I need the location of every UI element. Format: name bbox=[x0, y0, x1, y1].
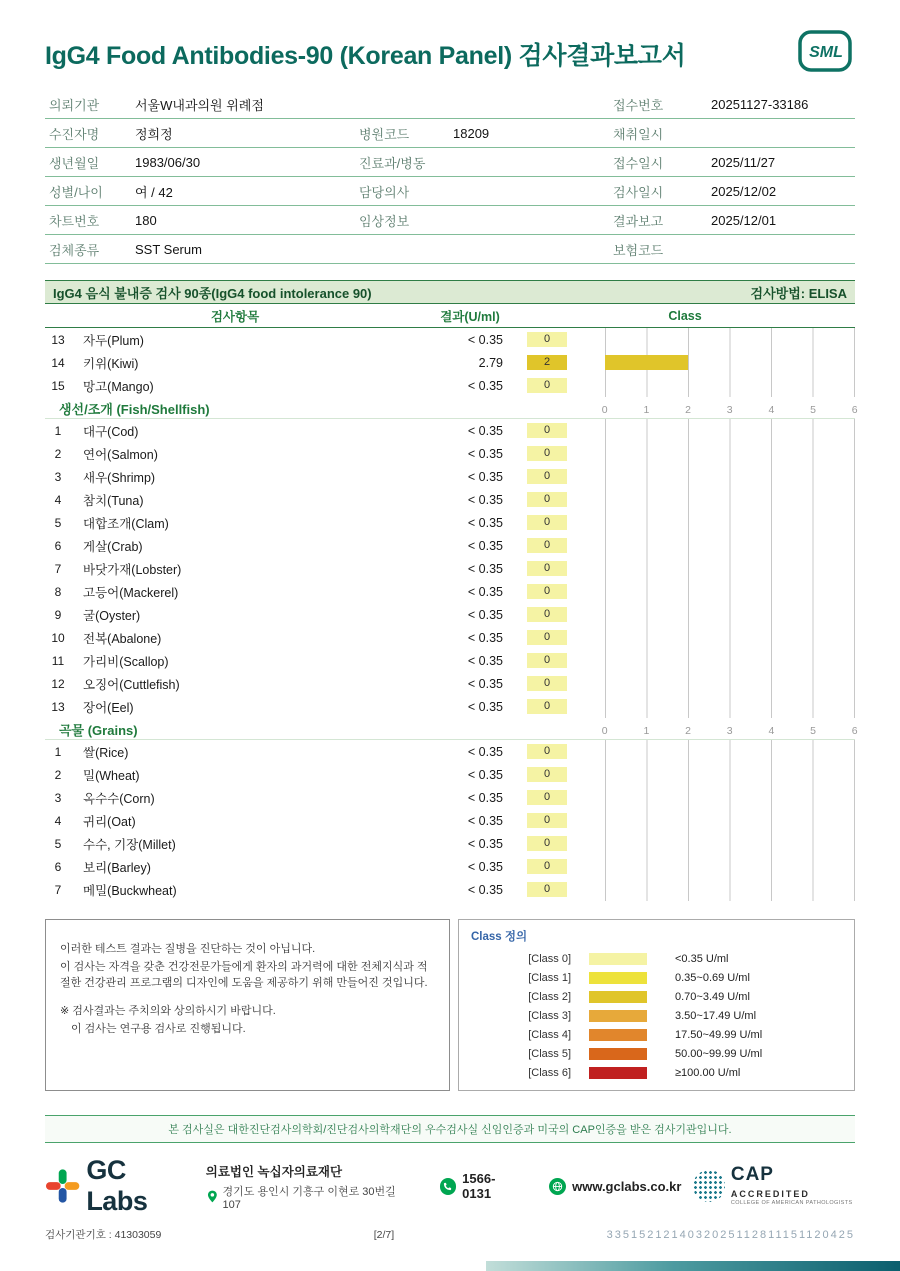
gc-labs-brand bbox=[45, 1155, 192, 1217]
class-badge-cell bbox=[507, 515, 587, 530]
test-method: 검사방법: ELISA bbox=[750, 285, 847, 301]
item-number: 2 bbox=[54, 446, 62, 461]
result-row bbox=[45, 557, 855, 580]
legend-color-swatch bbox=[589, 991, 647, 1003]
gc-cross-icon bbox=[45, 1168, 80, 1204]
patient-row bbox=[45, 177, 855, 206]
class-badge-cell bbox=[507, 332, 587, 347]
axis-tick: 0 bbox=[601, 404, 608, 416]
footer-bar bbox=[45, 1155, 855, 1217]
result-row bbox=[45, 534, 855, 557]
legend-class-label: [Class 6] bbox=[528, 1066, 571, 1079]
class-badge: 0 bbox=[527, 423, 567, 438]
location-pin-icon bbox=[206, 1190, 219, 1203]
item-number: 9 bbox=[54, 607, 62, 622]
item-number: 8 bbox=[54, 584, 62, 599]
field-value: 2025/12/01 bbox=[711, 212, 777, 228]
page-number: [2/7] bbox=[373, 1228, 395, 1241]
item-result: < 0.35 bbox=[467, 882, 503, 897]
class-bar-chart bbox=[605, 442, 855, 465]
class-bar-chart bbox=[605, 809, 855, 832]
class-badge-cell bbox=[507, 790, 587, 805]
class-badge: 0 bbox=[527, 492, 567, 507]
class-badge: 0 bbox=[527, 584, 567, 599]
legend-rows bbox=[471, 949, 842, 1082]
legend-row bbox=[471, 1006, 842, 1025]
class-bar-chart bbox=[605, 534, 855, 557]
result-row bbox=[45, 695, 855, 718]
class-bar-chart bbox=[605, 465, 855, 488]
legend-range-text: 0.35~0.69 U/ml bbox=[675, 971, 750, 984]
result-row bbox=[45, 786, 855, 809]
field-label: 차트번호 bbox=[49, 213, 100, 229]
field-label: 검체종류 bbox=[49, 242, 100, 258]
phone-block bbox=[440, 1171, 524, 1201]
legend-color-swatch bbox=[589, 972, 647, 984]
item-result: < 0.35 bbox=[467, 607, 503, 622]
class-badge: 0 bbox=[527, 790, 567, 805]
field-label: 접수번호 bbox=[613, 97, 664, 113]
item-result: < 0.35 bbox=[467, 790, 503, 805]
axis-tick: 2 bbox=[685, 725, 691, 737]
legend-class-label: [Class 3] bbox=[528, 1009, 571, 1022]
item-result: 2.79 bbox=[478, 355, 503, 370]
result-row bbox=[45, 351, 855, 374]
item-name: 쌀(Rice) bbox=[83, 745, 129, 760]
legend-class-label: [Class 5] bbox=[528, 1047, 571, 1060]
item-number: 1 bbox=[54, 744, 62, 759]
item-name: 대합조개(Clam) bbox=[83, 516, 169, 531]
class-badge-cell bbox=[507, 423, 587, 438]
field-value: SST Serum bbox=[135, 241, 202, 257]
class-badge-cell bbox=[507, 469, 587, 484]
field-label: 성별/나이 bbox=[49, 184, 103, 200]
result-row bbox=[45, 374, 855, 397]
page-title: IgG4 Food Antibodies-90 (Korean Panel) 검사결과보고서 bbox=[45, 42, 686, 70]
class-bar-chart bbox=[605, 488, 855, 511]
item-name: 게살(Crab) bbox=[83, 539, 143, 554]
result-row bbox=[45, 328, 855, 351]
info-boxes bbox=[45, 919, 855, 1091]
class-bar-chart bbox=[605, 351, 855, 374]
section-title: 생선/조개 (Fish/Shellfish) bbox=[59, 402, 210, 417]
class-badge: 0 bbox=[527, 859, 567, 874]
disclaimer-line: 이러한 테스트 결과는 질병을 진단하는 것이 아닙니다. bbox=[60, 943, 316, 955]
class-badge-cell bbox=[507, 744, 587, 759]
class-badge-cell bbox=[507, 492, 587, 507]
legend-range-text: 17.50~49.99 U/ml bbox=[675, 1028, 763, 1041]
item-number: 12 bbox=[51, 676, 65, 691]
field-label: 임상정보 bbox=[359, 213, 410, 229]
cap-caption: COLLEGE OF AMERICAN PATHOLOGISTS bbox=[730, 1200, 853, 1207]
class-badge: 0 bbox=[527, 767, 567, 782]
item-result: < 0.35 bbox=[467, 423, 503, 438]
item-result: < 0.35 bbox=[467, 744, 503, 759]
class-badge-cell bbox=[507, 538, 587, 553]
axis-tick: 1 bbox=[643, 404, 650, 416]
class-badge-cell bbox=[507, 446, 587, 461]
item-result: < 0.35 bbox=[467, 492, 503, 507]
item-name: 수수, 기장(Millet) bbox=[83, 837, 176, 852]
class-badge: 0 bbox=[527, 515, 567, 530]
bottom-accent-bar bbox=[486, 1261, 900, 1271]
class-badge: 0 bbox=[527, 561, 567, 576]
item-result: < 0.35 bbox=[467, 332, 503, 347]
item-number: 3 bbox=[54, 790, 62, 805]
class-badge-cell bbox=[507, 676, 587, 691]
item-name: 고등어(Mackerel) bbox=[83, 585, 179, 600]
class-bar-chart bbox=[605, 626, 855, 649]
class-bar-chart bbox=[605, 580, 855, 603]
class-badge: 0 bbox=[527, 653, 567, 668]
field-value: 2025/12/02 bbox=[711, 183, 777, 199]
serial-number: 3351521214032025112811151120425 bbox=[606, 1228, 855, 1241]
section-title: 곡물 (Grains) bbox=[59, 723, 138, 738]
lab-code: 검사기관기호 : 41303059 bbox=[45, 1229, 162, 1241]
class-bar-chart bbox=[605, 603, 855, 626]
gc-labs-wordmark: GC Labs bbox=[86, 1155, 148, 1216]
result-row bbox=[45, 649, 855, 672]
legend-row bbox=[471, 1044, 842, 1063]
result-row bbox=[45, 740, 855, 763]
axis-tick: 5 bbox=[810, 725, 816, 737]
class-badge-cell bbox=[507, 584, 587, 599]
class-bar-chart bbox=[605, 557, 855, 580]
legend-range-text: ≥100.00 U/ml bbox=[675, 1066, 741, 1079]
class-bar-chart bbox=[605, 511, 855, 534]
results-table-title: IgG4 음식 불내증 검사 90종(IgG4 food intolerance 90) bbox=[53, 285, 372, 301]
disclaimer-box bbox=[45, 919, 450, 1091]
item-result: < 0.35 bbox=[467, 515, 503, 530]
item-name: 키위(Kiwi) bbox=[83, 356, 139, 371]
website-url: www.gclabs.co.kr bbox=[572, 1178, 682, 1194]
column-header-item: 검사항목 bbox=[210, 309, 260, 324]
item-number: 1 bbox=[54, 423, 62, 438]
field-label: 진료과/병동 bbox=[359, 155, 426, 171]
class-bar-chart bbox=[605, 672, 855, 695]
class-bar-chart bbox=[605, 328, 855, 351]
disclaimer-line bbox=[60, 994, 435, 1002]
item-result: < 0.35 bbox=[467, 538, 503, 553]
field-value: 1983/06/30 bbox=[135, 154, 201, 170]
class-badge: 0 bbox=[527, 538, 567, 553]
item-result: < 0.35 bbox=[467, 813, 503, 828]
axis-tick: 4 bbox=[768, 404, 775, 416]
class-badge: 0 bbox=[527, 630, 567, 645]
class-bar-chart bbox=[605, 695, 855, 718]
results-section bbox=[45, 280, 858, 901]
class-badge-cell bbox=[507, 882, 587, 897]
item-name: 귀리(Oat) bbox=[83, 814, 136, 829]
class-bar-chart bbox=[605, 878, 855, 901]
item-name: 굴(Oyster) bbox=[83, 608, 141, 623]
item-name: 망고(Mango) bbox=[83, 379, 154, 394]
item-name: 참치(Tuna) bbox=[83, 493, 144, 508]
item-number: 13 bbox=[51, 332, 65, 347]
result-row bbox=[45, 878, 855, 901]
item-number: 6 bbox=[54, 859, 62, 874]
column-header-result: 결과(U/ml) bbox=[440, 309, 500, 324]
class-badge: 0 bbox=[527, 446, 567, 461]
column-header-class: Class bbox=[668, 308, 702, 323]
cap-title: CAP bbox=[730, 1163, 774, 1185]
patient-row bbox=[45, 206, 855, 235]
results-body bbox=[45, 328, 858, 901]
item-name: 자두(Plum) bbox=[83, 333, 144, 348]
patient-row bbox=[45, 90, 855, 119]
class-bar-chart bbox=[605, 740, 855, 763]
result-row bbox=[45, 580, 855, 603]
axis-tick: 2 bbox=[685, 404, 691, 416]
field-value: 여 / 42 bbox=[135, 184, 173, 200]
class-badge-cell bbox=[507, 378, 587, 393]
phone-icon bbox=[440, 1178, 457, 1195]
item-name: 밀(Wheat) bbox=[83, 768, 140, 783]
item-result: < 0.35 bbox=[467, 767, 503, 782]
class-badge: 0 bbox=[527, 744, 567, 759]
item-name: 전복(Abalone) bbox=[83, 631, 162, 646]
class-badge-cell bbox=[507, 355, 587, 370]
disclaimer-line: ※ 검사결과는 주치의와 상의하시기 바랍니다. bbox=[60, 1004, 276, 1017]
item-result: < 0.35 bbox=[467, 446, 503, 461]
axis-tick: 6 bbox=[851, 725, 858, 737]
result-row bbox=[45, 672, 855, 695]
class-bar-chart bbox=[605, 374, 855, 397]
item-name: 옥수수(Corn) bbox=[83, 791, 155, 806]
field-label: 의뢰기관 bbox=[49, 97, 100, 113]
class-bar-chart bbox=[605, 419, 855, 442]
class-badge-cell bbox=[507, 561, 587, 576]
item-number: 3 bbox=[54, 469, 62, 484]
item-number: 7 bbox=[54, 561, 62, 576]
axis-tick: 0 bbox=[601, 725, 608, 737]
item-result: < 0.35 bbox=[467, 653, 503, 668]
item-number: 11 bbox=[51, 653, 65, 668]
legend-range-text: 3.50~17.49 U/ml bbox=[675, 1009, 757, 1022]
org-name: 의료법인 녹십자의료재단 bbox=[205, 1164, 343, 1179]
item-number: 7 bbox=[54, 882, 62, 897]
cap-subtitle: ACCREDITED bbox=[730, 1188, 810, 1199]
item-name: 보리(Barley) bbox=[83, 860, 151, 875]
field-value: 180 bbox=[135, 212, 157, 228]
item-number: 4 bbox=[54, 492, 62, 507]
item-name: 바닷가재(Lobster) bbox=[83, 562, 182, 577]
result-row bbox=[45, 465, 855, 488]
result-row bbox=[45, 763, 855, 786]
class-legend-box bbox=[458, 919, 855, 1091]
footer-bottom-row bbox=[45, 1227, 855, 1242]
legend-row bbox=[471, 1063, 842, 1082]
item-result: < 0.35 bbox=[467, 676, 503, 691]
class-bar-chart bbox=[605, 786, 855, 809]
item-result: < 0.35 bbox=[467, 378, 503, 393]
field-value: 20251127-33186 bbox=[711, 96, 809, 112]
org-block bbox=[206, 1162, 414, 1211]
class-bar bbox=[605, 355, 688, 370]
item-number: 10 bbox=[51, 630, 65, 645]
results-title-bar bbox=[45, 280, 855, 304]
item-number: 2 bbox=[54, 767, 62, 782]
cap-texts bbox=[731, 1165, 855, 1208]
item-number: 14 bbox=[51, 355, 65, 370]
cap-circle-icon bbox=[693, 1170, 724, 1202]
class-badge-cell bbox=[507, 859, 587, 874]
item-name: 가리비(Scallop) bbox=[83, 654, 169, 669]
class-badge-cell bbox=[507, 767, 587, 782]
globe-icon bbox=[549, 1178, 566, 1195]
class-badge-cell bbox=[507, 836, 587, 851]
item-name: 오징어(Cuttlefish) bbox=[83, 677, 180, 692]
sml-logo bbox=[797, 28, 855, 74]
class-bar-chart bbox=[605, 649, 855, 672]
item-result: < 0.35 bbox=[467, 584, 503, 599]
legend-color-swatch bbox=[589, 1029, 647, 1041]
legend-class-label: [Class 4] bbox=[528, 1028, 571, 1041]
field-label: 담당의사 bbox=[359, 184, 410, 200]
report-header bbox=[45, 28, 855, 74]
class-bar-chart bbox=[605, 763, 855, 786]
class-badge-cell bbox=[507, 699, 587, 714]
address-line bbox=[206, 1183, 414, 1211]
result-row bbox=[45, 442, 855, 465]
class-badge: 2 bbox=[527, 355, 567, 370]
axis-labels bbox=[601, 400, 858, 418]
class-bar-chart bbox=[605, 832, 855, 855]
class-badge-cell bbox=[507, 813, 587, 828]
class-badge: 0 bbox=[527, 378, 567, 393]
results-column-headers bbox=[45, 304, 855, 328]
result-row bbox=[45, 832, 855, 855]
legend-title: Class 정의 bbox=[471, 931, 528, 943]
field-value: 정희정 bbox=[135, 126, 173, 142]
axis-tick: 6 bbox=[851, 404, 858, 416]
item-number: 5 bbox=[54, 836, 62, 851]
address-text: 경기도 용인시 기흥구 이현로 30번길 107 bbox=[222, 1185, 396, 1211]
field-label: 수진자명 bbox=[49, 126, 100, 142]
website-block bbox=[549, 1178, 681, 1195]
section-header-row bbox=[45, 718, 858, 740]
class-badge-cell bbox=[507, 607, 587, 622]
class-badge: 0 bbox=[527, 607, 567, 622]
patient-row bbox=[45, 235, 855, 264]
item-number: 15 bbox=[51, 378, 65, 393]
legend-color-swatch bbox=[589, 953, 647, 965]
class-badge: 0 bbox=[527, 836, 567, 851]
item-name: 대구(Cod) bbox=[83, 424, 139, 439]
field-label: 보험코드 bbox=[613, 242, 664, 258]
legend-row bbox=[471, 987, 842, 1006]
result-row bbox=[45, 511, 855, 534]
field-label: 병원코드 bbox=[359, 126, 410, 142]
field-label: 채취일시 bbox=[613, 126, 664, 142]
legend-class-label: [Class 1] bbox=[528, 971, 571, 984]
class-badge: 0 bbox=[527, 676, 567, 691]
field-value: 18209 bbox=[453, 125, 490, 141]
disclaimer-line: 이 검사는 연구용 검사로 진행됩니다. bbox=[71, 1022, 246, 1035]
legend-range-text: <0.35 U/ml bbox=[675, 952, 729, 965]
item-result: < 0.35 bbox=[467, 630, 503, 645]
item-number: 6 bbox=[54, 538, 62, 553]
result-row bbox=[45, 855, 855, 878]
item-result: < 0.35 bbox=[467, 469, 503, 484]
legend-class-label: [Class 0] bbox=[528, 952, 571, 965]
legend-color-swatch bbox=[589, 1010, 647, 1022]
class-badge: 0 bbox=[527, 882, 567, 897]
legend-color-swatch bbox=[589, 1048, 647, 1060]
axis-tick: 5 bbox=[810, 404, 816, 416]
item-name: 새우(Shrimp) bbox=[83, 470, 156, 485]
field-value: 2025/11/27 bbox=[711, 154, 776, 170]
legend-range-text: 0.70~3.49 U/ml bbox=[675, 990, 750, 1003]
result-row bbox=[45, 488, 855, 511]
item-result: < 0.35 bbox=[467, 561, 503, 576]
legend-row bbox=[471, 1025, 842, 1044]
item-result: < 0.35 bbox=[467, 859, 503, 874]
phone-number: 1566-0131 bbox=[462, 1171, 496, 1201]
item-number: 13 bbox=[51, 699, 65, 714]
class-badge-cell bbox=[507, 653, 587, 668]
field-value: 서울W내과의원 위례점 bbox=[135, 97, 264, 113]
cap-accredited-logo bbox=[693, 1165, 855, 1208]
class-badge: 0 bbox=[527, 813, 567, 828]
legend-row bbox=[471, 949, 842, 968]
result-row bbox=[45, 603, 855, 626]
section-header-row bbox=[45, 397, 858, 419]
axis-tick: 4 bbox=[768, 725, 775, 737]
class-badge: 0 bbox=[527, 469, 567, 484]
legend-color-swatch bbox=[589, 1067, 647, 1079]
axis-labels bbox=[601, 721, 858, 739]
item-result: < 0.35 bbox=[467, 836, 503, 851]
class-badge: 0 bbox=[527, 699, 567, 714]
item-name: 연어(Salmon) bbox=[83, 447, 158, 462]
legend-row bbox=[471, 968, 842, 987]
result-row bbox=[45, 809, 855, 832]
class-badge: 0 bbox=[527, 332, 567, 347]
class-bar-chart bbox=[605, 855, 855, 878]
field-label: 접수일시 bbox=[613, 155, 664, 171]
field-label: 결과보고 bbox=[613, 213, 664, 229]
class-badge-cell bbox=[507, 630, 587, 645]
disclaimer-line: 이 검사는 자격을 갖춘 건강전문가들에게 환자의 과거력에 대한 전체지식과 적절한 건강관리 프로그램의 디자인에 도움을 제공하기 위해 만들어진 것입니다. bbox=[60, 960, 428, 989]
item-number: 4 bbox=[54, 813, 62, 828]
patient-row bbox=[45, 148, 855, 177]
axis-tick: 3 bbox=[726, 404, 733, 416]
sml-logo-text: SML bbox=[809, 44, 843, 61]
item-number: 5 bbox=[54, 515, 62, 530]
axis-tick: 3 bbox=[726, 725, 733, 737]
patient-row bbox=[45, 119, 855, 148]
patient-table bbox=[45, 90, 855, 264]
field-label: 생년월일 bbox=[49, 155, 100, 171]
legend-class-label: [Class 2] bbox=[528, 990, 571, 1003]
axis-tick: 1 bbox=[643, 725, 650, 737]
field-label: 검사일시 bbox=[613, 184, 664, 200]
item-result: < 0.35 bbox=[467, 699, 503, 714]
accreditation-banner: 본 검사실은 대한진단검사의학회/진단검사의학재단의 우수검사실 신임인증과 미국의 CAP인증을 받은 검사기관입니다. bbox=[45, 1115, 855, 1143]
item-name: 장어(Eel) bbox=[83, 700, 134, 715]
item-name: 메밀(Buckwheat) bbox=[83, 883, 177, 898]
result-row bbox=[45, 626, 855, 649]
result-row bbox=[45, 419, 855, 442]
legend-range-text: 50.00~99.99 U/ml bbox=[675, 1047, 763, 1060]
